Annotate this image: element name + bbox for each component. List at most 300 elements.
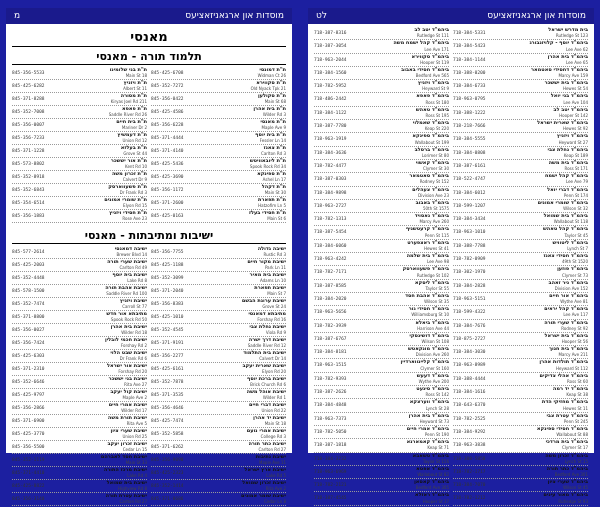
entry-info [403,267,449,277]
entry-info [544,321,588,331]
entry-phone: 718-387-6767 [314,336,347,342]
entry-name: ביהמ"ד קאשוי [415,159,449,166]
entry-address: 73 Clymer St [561,272,588,278]
entry-info [242,364,286,374]
directory-entry [151,416,286,428]
entry-phone: 845-356-7233 [12,136,45,141]
entry-phone: 845-352-6843 [12,188,45,193]
entry-info [251,81,286,91]
entry-info [416,387,449,397]
entry-info [401,68,449,78]
entry-phone: 845-371-2310 [12,367,45,372]
entry-info [543,227,588,237]
entry-phone: 718-782-9393 [314,376,347,382]
directory-entry [12,247,147,259]
entry-address: 6 Main St [267,216,286,222]
entry-phone: 845-352-6646 [12,380,45,385]
entry-name: ישיבת נתיבות [255,454,286,460]
entry-info [553,108,588,118]
entry-address: 23 Rose Ave [122,216,147,222]
entry-info [409,414,449,424]
entry-info [242,299,286,309]
entry-address: 27 Rita Ave [124,382,147,388]
entry-phone: 718-388-1222 [453,110,486,116]
entry-name: ישיבת ערוגת הבשם [241,298,286,304]
right-page-number: לט [316,11,327,21]
entry-address: 5 Hatzofim Ln [258,203,286,209]
entry-info [249,211,286,221]
entry-name: ביהמ"ד סקווירא [411,53,449,60]
entry-info [537,427,588,437]
entry-name: ישיבת מקור חיים [247,259,286,265]
directory-entry [151,299,286,311]
entry-phone: 845-425-5436 [151,162,184,167]
directory-entry [314,94,449,106]
entry-phone: 718-963-1010 [453,230,486,236]
directory-entry [314,493,449,505]
directory-entry [314,267,449,279]
directory-entry [151,68,286,80]
directory-entry [453,227,588,239]
entry-phone: 845-356-2277 [151,354,184,359]
entry-address: 15 Elyon Rd [123,203,147,209]
entry-phone: 845-356-1883 [12,214,45,219]
entry-name: ביהמ"ד מאור עינים [543,492,588,499]
entry-name: ביהמ"ד שארית ישראל [537,120,588,127]
directory-entry [314,148,449,160]
entry-name: ביהמ"ד דעעש [416,372,449,379]
entry-info [110,68,147,78]
entry-phone: 718-384-9898 [314,190,347,196]
entry-name: ת"ת ויזניץ [123,80,147,86]
entry-phone: 845-356-6228 [151,123,184,128]
talmud-torah-list-col2 [151,68,286,224]
entry-phone: 718-384-3636 [314,150,347,156]
entry-name: ת"ת פשעווארסק [108,184,147,190]
entry-address: 23 Division Ave [418,192,449,198]
entry-phone: 845-356-1172 [151,188,184,193]
entry-info [414,480,449,490]
entry-name: ביהמ"ד תולדות אהרן [539,359,588,366]
entry-info [112,273,147,283]
entry-name: ת"ת ספינקא [257,171,286,177]
entry-address: 24 Grove St [262,304,286,310]
directory-entry [151,273,286,285]
entry-phone: 845-425-6708 [151,71,184,76]
entry-phone: 845-371-8800 [12,315,45,320]
directory-entry [453,374,588,386]
entry-phone: 718-963-4242 [314,257,347,263]
entry-address: 260 Division Ave [415,352,449,358]
entry-info [248,338,286,348]
entry-name: ישיבה דמאנסי [114,246,147,252]
entry-name: ביהמ"ד יטב לב [414,27,449,33]
entry-phone: 845-425-6161 [151,367,184,372]
directory-entry [12,273,147,285]
entry-address: 104 Lee Ave [563,99,588,105]
directory-entry [453,427,588,439]
directory-entry [12,133,147,145]
entry-info [529,41,588,51]
entry-name: ישיבת בית מאיר [249,272,286,278]
directory-entry [151,442,286,454]
entry-name: ביהמ"ד דחסידי סאטמאר [531,66,588,73]
entry-name: ישיבת שבט הלוי [110,350,147,356]
entry-info [253,416,286,426]
directory-entry [314,41,449,53]
entry-name: ישיבת זכרון יעקב [107,441,147,447]
directory-entry [12,416,147,428]
entry-phone: 845-371-4444 [151,136,184,141]
left-page [6,8,292,505]
directory-entry [12,107,147,119]
yeshivos-list-col2 [151,247,286,507]
directory-entry [453,294,588,306]
entry-name: ת"ת סקווירא [256,80,286,86]
directory-entry [151,351,286,363]
directory-entry [12,185,147,197]
entry-info [243,351,286,361]
entry-info [416,94,449,104]
entry-phone: 845-354-6514 [12,201,45,206]
entry-name: ישיבת בית אהרן [110,324,147,330]
entry-phone: 718-384-5331 [453,31,486,36]
directory-entry [12,338,147,350]
entry-address: 4 Lake Rd [127,473,147,479]
entry-phone: 718-782-1212 [453,496,486,502]
entry-phone: 718-387-6161 [453,163,486,169]
entry-address: 260 Marcy Ave [419,219,449,225]
entry-name: ביהמ"ד בית אהרן [408,412,449,419]
entry-name: ביהמ"ד בית שלמה [406,253,449,260]
entry-address: 16 Forshay Rd [257,317,286,323]
entry-info [111,94,147,104]
entry-name: ת"ת אור יששכר [110,158,147,164]
entry-phone: 718-963-0795 [453,97,486,103]
entry-name: ישיבת חכמי לובלין [104,337,147,343]
entry-info [406,227,449,237]
entry-name: ביהמ"ד ויזניץ [417,80,449,87]
entry-phone: 845-356-5533 [12,71,45,76]
entry-address: 2 Rita Ave [265,486,286,492]
entry-address: 17 Clymer St [561,445,588,451]
entry-phone: 845-371-6262 [151,445,184,450]
entry-address: 73 Heyward St [419,418,449,424]
entry-address: 10 Williamsburg St [411,312,449,318]
entry-phone: 845-352-1414 [151,484,184,489]
entry-info [249,403,286,413]
entry-phone: 718-782-3939 [314,323,347,329]
entry-info [547,188,588,198]
left-page-header [6,8,292,24]
entry-name: ת"ת בעלזא [120,145,147,151]
directory-entry [453,28,588,40]
entry-address: 112 Heyward St [556,365,588,371]
entry-address: 159 Marcy Ave [558,73,588,79]
entry-phone: 845-425-7474 [151,419,184,424]
entry-address: 33 Main St [125,460,147,466]
entry-info [416,108,449,118]
entry-address: 10 Adams Ln [259,278,286,284]
entry-name: ישיבת כתר תורה [248,441,286,447]
entry-info [412,55,450,65]
entry-info [546,440,588,450]
entry-name: ביהמ"ד פשעווארסק [402,266,449,273]
entry-address: 3 College Rd [260,434,286,440]
entry-name: ביהמ"ד כתר תורה [546,465,588,472]
entry-name: ביהמ"ד יד רמה [552,386,588,393]
entry-address: 108 Wilson St [421,339,449,345]
entry-phone: 718-486-2442 [314,97,347,103]
directory-entry [151,377,286,389]
entry-info [107,364,147,374]
directory-entry [453,188,588,200]
entry-info [557,134,588,144]
entry-info [261,146,286,156]
entry-phone: 718-782-1313 [314,217,347,223]
entry-name: ישיבת זכרון שמואל [242,480,286,486]
entry-name: ישיבת שארית יעקב [242,363,286,369]
entry-name: ביהמ"ד שערי תורה [544,319,588,326]
entry-address: 142 Ross St [425,392,449,398]
directory-entry [151,312,286,324]
entry-name: ישיבת מרכז התורה [103,467,147,473]
entry-address: 123 Rutledge St [555,33,588,39]
entry-name: ביהמ"ד טשאבא [412,452,449,459]
entry-address: 7 Lynch St [567,245,588,251]
entry-info [120,299,147,309]
entry-phone: 718-963-2044 [314,57,347,63]
entry-name: ביהמ"ד ראזלא [414,492,449,499]
entry-info [112,172,147,182]
entry-phone: 845-371-2040 [151,289,184,294]
entry-address: 26 Saddle River Rd [108,112,147,118]
entry-address: 8 Cedar Ln [264,499,286,505]
entry-address: 93 Rutledge St [558,498,588,504]
entry-name: ישיבת ארץ ישראל [244,467,286,473]
entry-name: ת"ת בית אהרן [253,106,286,112]
entry-info [553,241,588,251]
entry-name: ת"ת מסורה [120,93,147,99]
entry-info [108,416,147,426]
entry-address: 18 Main St [264,421,286,427]
entry-phone: 718-782-5952 [314,84,347,90]
entry-phone: 845-356-3140 [12,497,45,502]
entry-phone: 845-352-5858 [151,432,184,437]
entry-phone: 845-356-4646 [151,406,184,411]
entry-phone: 845-352-4448 [12,276,45,281]
entry-phone: 845-425-0163 [151,214,184,219]
entry-info [549,294,588,304]
entry-name: ביהמ"ד ראצפערט [407,239,449,246]
directory-entry [314,28,449,40]
entry-address: 565 Bedford Ave [415,73,449,79]
entry-name: ביהמ"ד אמרי חיים [406,425,449,432]
directory-entry [12,468,147,480]
directory-entry [151,468,286,480]
entry-phone: 718-387-1818 [314,443,347,449]
directory-entry [314,81,449,93]
entry-info [412,188,449,198]
entry-address: 32 Wilson St [563,206,588,212]
entry-name: ביהמ"ד נחלת צבי [547,146,588,153]
entry-address: 8 Highview Rd [118,486,147,492]
directory-entry [453,81,588,93]
entry-phone: 718-384-9292 [453,429,486,435]
entry-name: ביהמ"ד יוסף - קלויזנבורג [529,40,588,47]
directory-entry [314,374,449,386]
entry-phone: 718-388-4444 [453,376,486,382]
directory-entry [453,201,588,213]
entry-info [105,286,147,296]
entry-name: ביהמ"ד בית יששכר [544,80,588,87]
entry-address: 44 Grove St [123,151,147,157]
entry-address: 18 Wilder Rd [121,330,147,336]
entry-address: 220 Keap St [424,126,449,132]
entry-name: מתיבתא דמאנסי [248,311,286,317]
entry-info [104,198,147,208]
entry-name: ת"ת בית חיים [116,119,147,125]
entry-address: 142 Hooper St [559,112,588,118]
entry-name: ביהמ"ד ספינקא [412,133,449,140]
entry-address: 156 Taylor St [422,458,449,464]
directory-entry [314,321,449,333]
directory-entry [314,68,449,80]
directory-entry [453,467,588,479]
entry-name: ת"ת פאפא [121,106,147,112]
entry-info [416,201,449,211]
entry-address: 3 Rustic Rd [263,252,286,258]
entry-phone: 845-356-7424 [12,341,45,346]
entry-address: 118 Wallabout St [553,219,588,225]
entry-name: ביהמ"ד יטב לב [553,106,588,113]
entry-phone: 845-352-4545 [151,328,184,333]
entry-phone: 718-782-2525 [453,416,486,422]
entry-address: 117 Lee Ave [563,312,588,318]
entry-info [244,468,286,478]
entry-phone: 718-388-0200 [453,70,486,76]
entry-address: 17 Hooper St [422,498,449,504]
directory-entry [453,214,588,226]
entry-address: 81 Wythe Ave [560,299,588,305]
directory-entry [453,134,588,146]
entry-info [108,185,147,195]
entry-phone: 718-384-1560 [314,70,347,76]
entry-phone: 845-425-2003 [12,263,45,268]
entry-name: ביהמ"ד קהל יראים [544,306,588,313]
directory-entry [314,400,449,412]
directory-entry [314,480,449,492]
entry-address: 174 Penn St [563,192,588,198]
directory-entry [151,107,286,119]
entry-address: 88 Wallabout St [556,432,588,438]
entry-name: ביהמ"ד קרעטשניף [405,226,449,233]
entry-name: ביהמ"ד טאהש [415,106,449,113]
entry-address: 25 Union Rd [122,434,147,440]
entry-info [545,81,588,91]
directory-entry [314,427,449,439]
entry-phone: 718-387-2626 [314,390,347,396]
yeshivos-list-col1 [12,247,147,507]
entry-address: 12 Union Rd [122,138,147,144]
directory-entry [314,108,449,120]
entry-info [407,241,449,251]
entry-phone: 718-387-4545 [314,496,347,502]
entry-name: ביהמ"ד אור חיים [549,292,588,299]
entry-phone: 718-384-4848 [314,403,347,409]
entry-name: ישיבת חסד לאברהם [100,454,147,460]
directory-entry [151,172,286,184]
entry-name: ישיבת תורת משה [107,415,147,421]
entry-address: 245 Penn St [563,418,588,424]
entry-phone: 845-352-1119 [12,458,45,463]
entry-info [255,133,286,143]
entry-phone: 718-963-2727 [314,203,347,209]
entry-name: ישיבת שערי תורה [107,259,147,265]
entry-info [414,28,449,38]
entry-phone: 845-371-6900 [12,419,45,424]
directory-entry [12,211,147,223]
entry-info [111,429,147,439]
entry-name: ביהמ"ד קאסאן [414,479,449,486]
entry-info [413,454,449,464]
entry-phone: 845-352-7008 [12,110,45,115]
entry-name: ביהמ"ד דושינסקי [409,332,449,339]
entry-address: 1 Wilder Rd [262,395,286,401]
directory-entry [453,108,588,120]
entry-info [109,403,147,413]
entry-address: 1520 49th St [561,259,588,265]
entry-phone: 845-356-8383 [151,302,184,307]
directory-entry [453,68,588,80]
section-title: מאנסי [12,30,286,47]
entry-phone: 845-425-3770 [12,432,45,437]
directory-entry [453,161,588,173]
entry-address: 100 Saddle River Rd [106,291,147,297]
directory-entry [151,455,286,467]
directory-entry [151,494,286,506]
entry-name: ביהמ"ד בית חנוך [549,346,588,353]
entry-info [531,68,588,78]
entry-name: ביהמ"ד חסידי ספינקא [536,425,588,432]
entry-info [253,107,286,117]
directory-entry [12,299,147,311]
entry-address: 15 Lynch St [564,458,588,464]
entry-name: ישיבת דרך ישרה [248,337,286,343]
directory-entry [314,454,449,466]
entry-address: 195 Ross St [425,112,449,118]
directory-entry [151,159,286,171]
entry-info [109,211,147,221]
entry-info [553,387,588,397]
entry-phone: 845-356-5500 [12,445,45,450]
entry-info [109,377,147,387]
directory-entry [12,494,147,506]
entry-address: 21 Old Nyack Tpk [250,86,286,92]
entry-phone: 845-371-8686 [151,497,184,502]
entry-phone: 718-782-4477 [314,163,347,169]
entry-name: ישיבת שומר אמונים [240,493,286,499]
entry-address: 111 Rutledge St [416,33,449,39]
entry-phone: 718-384-8181 [314,350,347,356]
directory-entry [453,387,588,399]
entry-address: 56 Hooper St [561,339,588,345]
entry-address: 171 Lee Ave [424,46,449,52]
entry-info [241,494,286,504]
directory-entry [314,161,449,173]
directory-entry [314,55,449,67]
directory-entry [12,172,147,184]
